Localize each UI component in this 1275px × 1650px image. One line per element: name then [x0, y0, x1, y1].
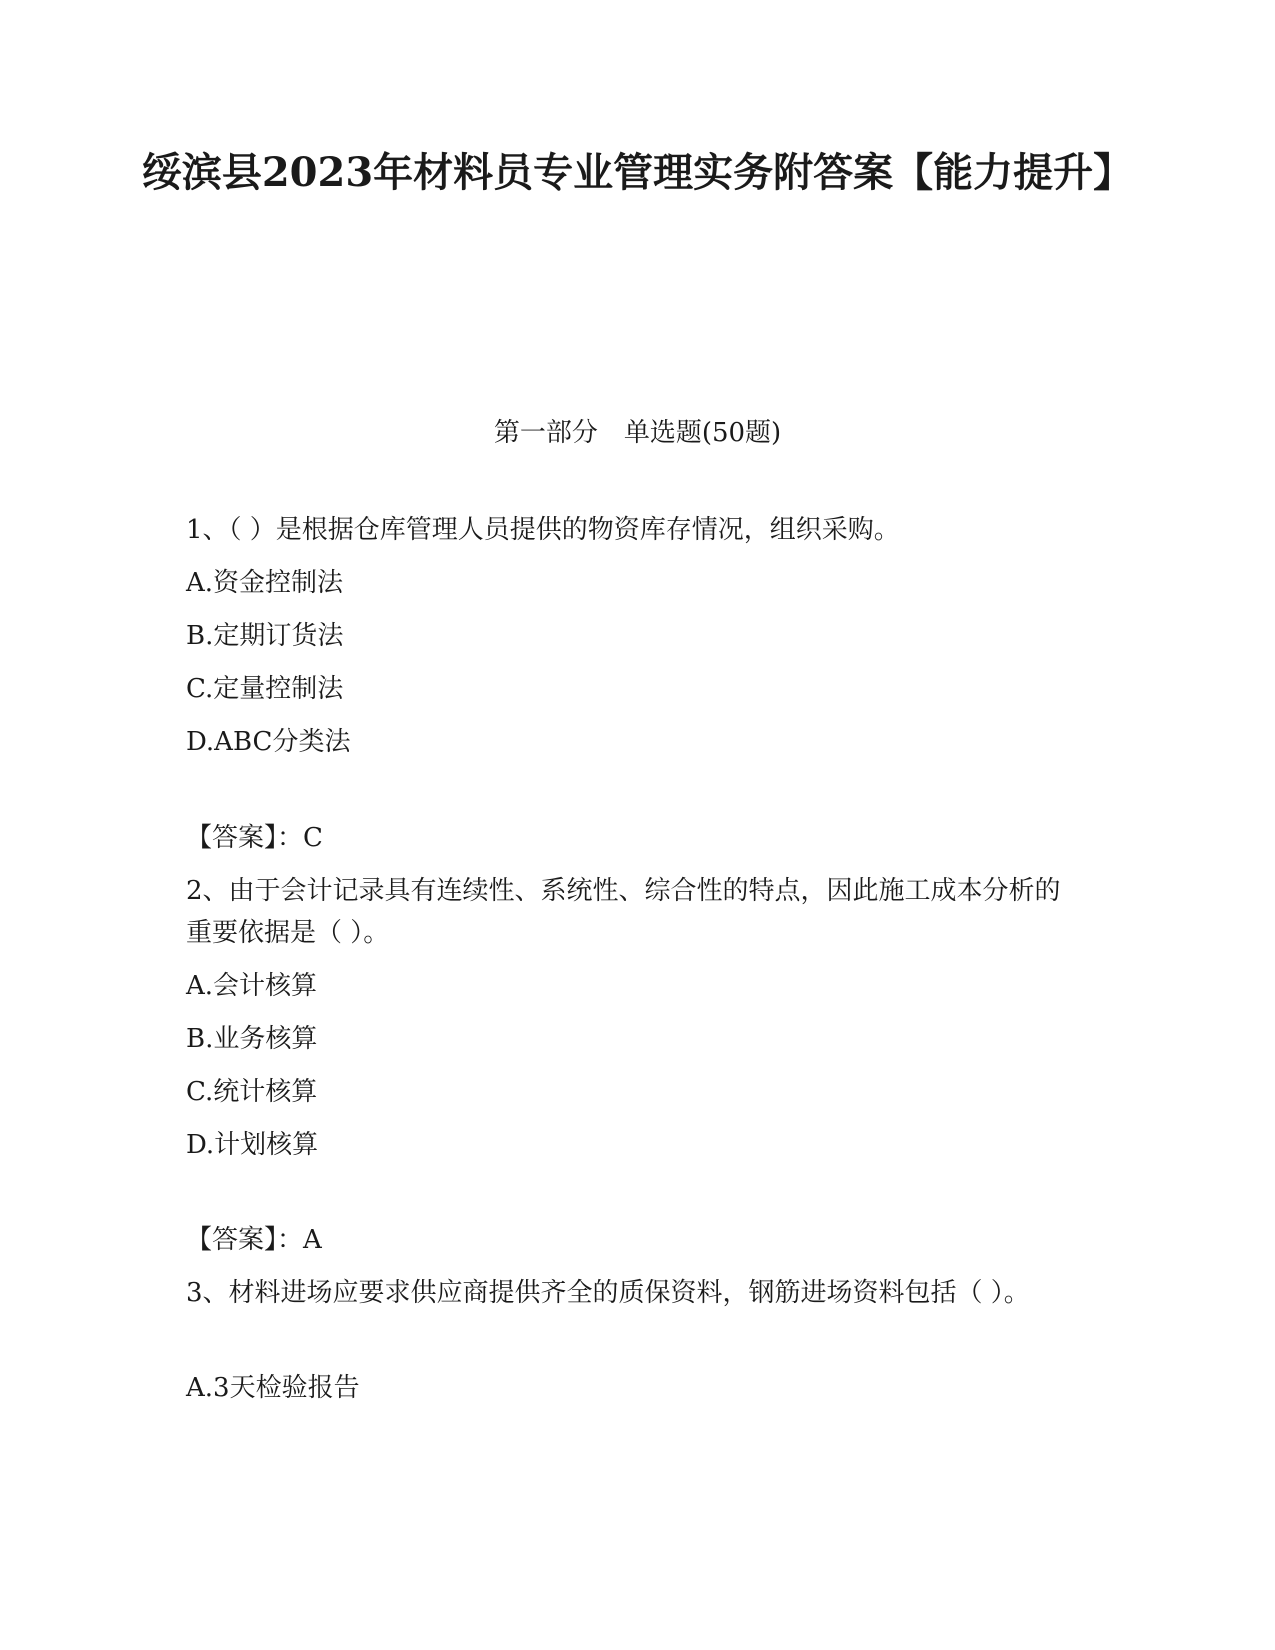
question-1-option-d: D.ABC分类法	[186, 727, 351, 757]
answer-label: 【答案】：	[186, 1225, 304, 1255]
question-1-option-c: C.定量控制法	[186, 674, 344, 704]
question-2-stem: 2、由于会计记录具有连续性、系统性、综合性的特点，因此施工成本分析的重要依据是（ ）。	[186, 876, 1061, 948]
answer-value: C	[303, 823, 323, 853]
section-heading: 第一部分 单选题(50题)	[493, 418, 782, 448]
question-2-option-a: A.会计核算	[186, 971, 318, 1001]
question-2-option-d: D.计划核算	[186, 1130, 319, 1160]
answer-label: 【答案】：	[186, 823, 304, 853]
answer-value: A	[303, 1225, 322, 1255]
question-1-answer	[186, 820, 1086, 856]
question-3-stem: 3、材料进场应要求供应商提供齐全的质保资料，钢筋进场资料包括（ ）。	[186, 1278, 1030, 1308]
question-2-answer	[186, 1222, 1086, 1258]
question-3-option-a: A.3天检验报告	[186, 1373, 360, 1403]
question-1-stem: 1、（ ）是根据仓库管理人员提供的物资库存情况，组织采购。	[186, 515, 900, 545]
question-2-option-b: B.业务核算	[186, 1024, 318, 1054]
document-title: 绥滨县2023年材料员专业管理实务附答案【能力提升】	[141, 149, 1134, 196]
question-1-option-a: A.资金控制法	[186, 568, 344, 598]
question-2-option-c: C.统计核算	[186, 1077, 318, 1107]
question-1-option-b: B.定期订货法	[186, 621, 344, 651]
